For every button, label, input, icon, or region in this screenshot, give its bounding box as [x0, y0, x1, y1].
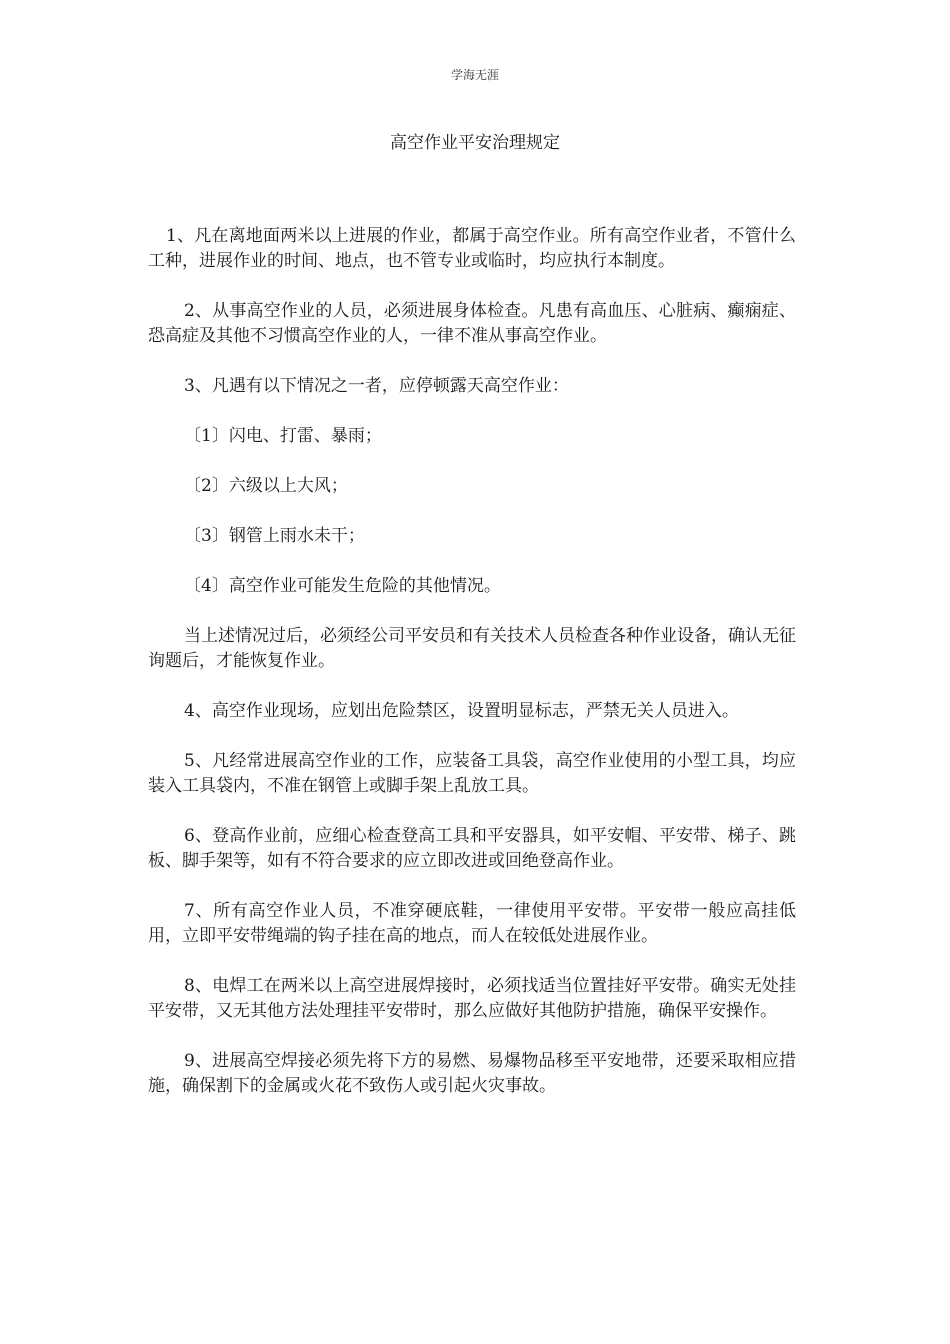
paragraph-rule-2: 2、从事高空作业的人员，必须进展身体检查。凡患有高血压、心脏病、癫痫症、恐高症及其他不习惯高空作业的人，一律不准从事高空作业。	[148, 301, 796, 346]
paragraph-rule-4: 4、高空作业现场，应划出危险禁区，设置明显标志，严禁无关人员进入。	[184, 701, 739, 721]
list-item-condition-3: 〔3〕钢管上雨水未干；	[184, 526, 365, 546]
paragraph-rule-7: 7、所有高空作业人员，不准穿硬底鞋，一律使用平安带。平安带一般应高挂低用，立即平安带绳端的钩子挂在高的地点，而人在较低处进展作业。	[148, 901, 796, 946]
list-item-condition-2: 〔2〕六级以上大风；	[184, 476, 348, 496]
paragraph-rule-8: 8、电焊工在两米以上高空进展焊接时，必须找适当位置挂好平安带。确实无处挂平安带，又无其他方法处理挂平安带时，那么应做好其他防护措施，确保平安操作。	[148, 976, 796, 1021]
paragraph-rule-3: 3、凡遇有以下情况之一者，应停顿露天高空作业：	[184, 376, 569, 396]
paragraph-rule-6: 6、登高作业前，应细心检查登高工具和平安器具，如平安帽、平安带、梯子、跳板、脚手架等，如有不符合要求的应立即改进或回绝登高作业。	[148, 826, 796, 871]
document-title: 高空作业平安治理规定	[390, 133, 560, 153]
list-item-condition-4: 〔4〕高空作业可能发生危险的其他情况。	[184, 576, 501, 596]
document-body	[148, 224, 796, 1124]
paragraph-resume-work: 当上述情况过后，必须经公司平安员和有关技术人员检查各种作业设备，确认无征询题后，才能恢复作业。	[148, 626, 796, 671]
paragraph-rule-9: 9、进展高空焊接必须先将下方的易燃、易爆物品移至平安地带，还要采取相应措施，确保割下的金属或火花不致伤人或引起火灾事故。	[148, 1051, 796, 1096]
list-item-condition-1: 〔1〕闪电、打雷、暴雨；	[184, 426, 382, 446]
page-header: 学海无涯	[450, 68, 499, 82]
paragraph-rule-5: 5、凡经常进展高空作业的工作，应装备工具袋，高空作业使用的小型工具，均应装入工具袋内，不准在钢管上或脚手架上乱放工具。	[148, 751, 796, 796]
paragraph-rule-1: 1、凡在离地面两米以上进展的作业，都属于高空作业。所有高空作业者，不管什么工种，进展作业的时间、地点，也不管专业或临时，均应执行本制度。	[148, 226, 796, 271]
